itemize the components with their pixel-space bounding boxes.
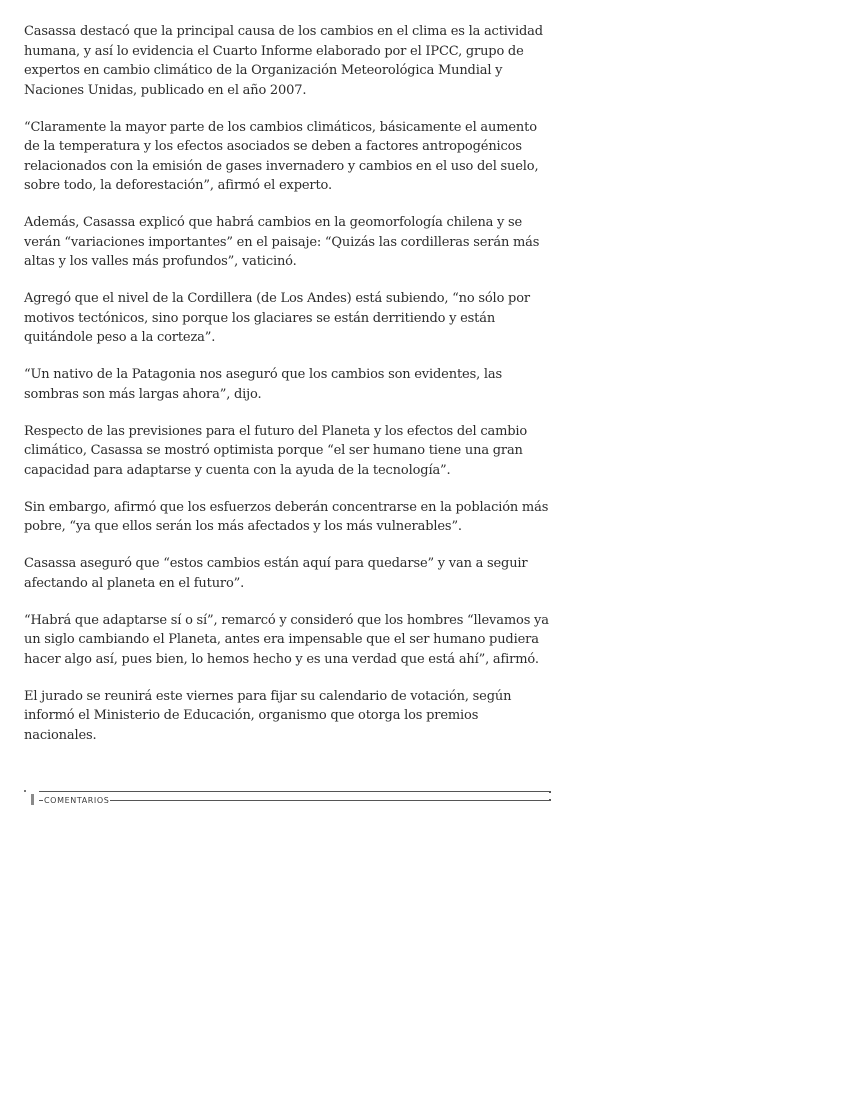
article-paragraph: Casassa aseguró que “estos cambios están aquí para quedarse” y van a seguir afectando al planeta en el futuro”. [24, 556, 528, 591]
article-paragraph: “Habrá que adaptarse sí o sí”, remarcó y consideró que los hombres “llevamos ya un siglo cambiando el Planeta, antes era impensable que el ser humano pudiera hacer algo así, pues bien, lo hemos hecho y es una verdad que está ahí”, afirmó. [24, 612, 549, 667]
article-paragraph: Casassa destacó que la principal causa de los cambios en el clima es la actividad humana, y así lo evidencia el Cuarto Informe elaborado por el IPCC, grupo de expertos en cambio climático de la Organización Meteorológica Mundial y Naciones Unidas, publicado en el año 2007. [24, 24, 543, 98]
article-paragraph: “Un nativo de la Patagonia nos aseguró que los cambios son evidentes, las sombras son más largas ahora”, dijo. [24, 367, 502, 402]
article-paragraph: Respecto de las previsiones para el futuro del Planeta y los efectos del cambio climático, Casassa se mostró optimista porque “el ser humano tiene una gran capacidad para adaptarse y cuenta con la ayuda de la tecnología”. [24, 423, 528, 478]
article-paragraph: “Claramente la mayor parte de los cambios climáticos, básicamente el aumento de la temperatura y los efectos asociados se deben a factores antropogénicos relacionados con la emisión de gases invernadero y cambios en el uso del suelo, sobre todo, la deforestación”, afirmó el experto. [24, 119, 539, 193]
divider-end-tick [549, 799, 551, 801]
divider-end-tick [549, 791, 551, 793]
divider-dot [24, 790, 26, 792]
divider-line-top [39, 791, 549, 792]
article-body [24, 22, 554, 763]
comments-section-header [24, 786, 554, 810]
section-marker-icon [31, 794, 34, 805]
article-paragraph: Agregó que el nivel de la Cordillera (de Los Andes) está subiendo, “no sólo por motivos tectónicos, sino porque los glaciares se están derritiendo y están quitándole peso a la corteza”. [24, 291, 530, 345]
article-paragraph: Además, Casassa explicó que habrá cambios en la geomorfología chilena y se verán “variaciones importantes” en el paisaje: “Quizás las cordilleras serán más altas y los valles más profundos”, vaticinó. [24, 215, 540, 269]
article-paragraph: Sin embargo, afirmó que los esfuerzos deberán concentrarse en la población más pobre, “ya que ellos serán los más afectados y los más vulnerables”. [24, 499, 549, 534]
comments-heading[interactable]: COMENTARIOS [44, 796, 110, 805]
article-paragraph: El jurado se reunirá este viernes para fijar su calendario de votación, según informó el Ministerio de Educación, organismo que otorga los premios nacionales. [24, 688, 512, 743]
divider-line-bottom [39, 800, 549, 801]
